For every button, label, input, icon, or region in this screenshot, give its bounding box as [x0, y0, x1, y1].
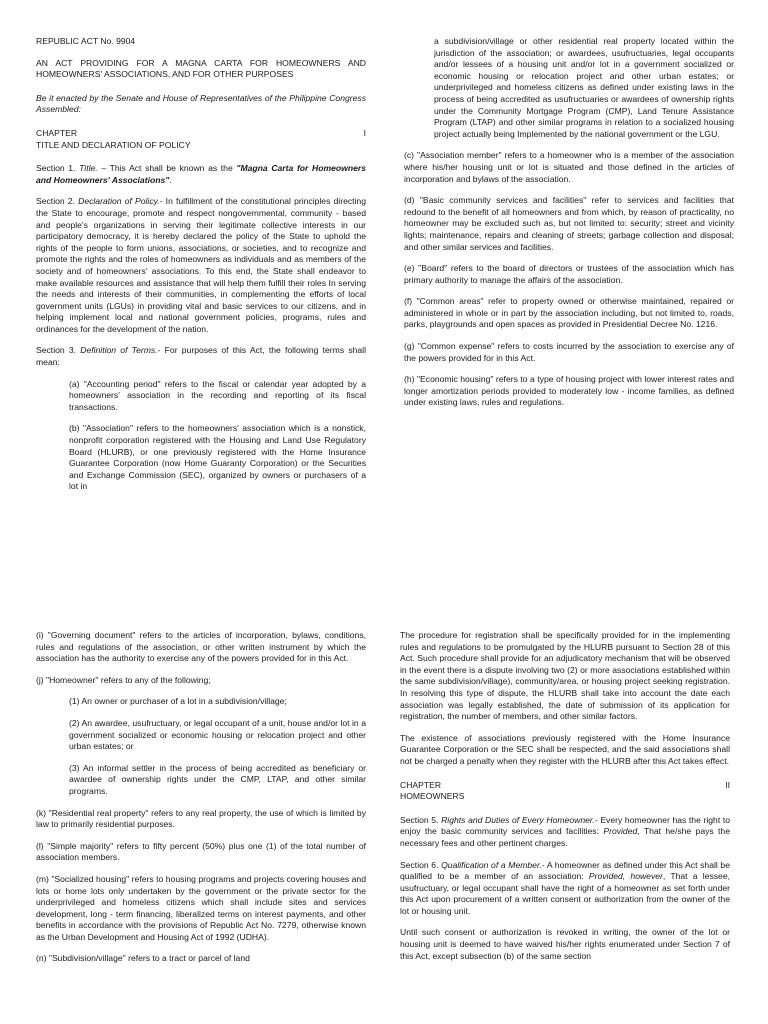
chapter-heading: [36, 128, 366, 140]
definition-j-3: (3) An informal settler in the process of being accredited as beneficiary or awardee of ownership rights under the CMP, LTAP, and other similar programs.: [69, 762, 366, 796]
page1-right-column: [404, 36, 734, 419]
definition-b-continued: a subdivision/village or other residential real property located within the jurisdiction of the association; or awardees, usufructuaries, legal occupants and/or lessees of a housing unit and/or lot in a government socialized or economic housing or relocation project and other urban estates; or underprivileged and homeless citizens as defined under existing laws in the process of being accredited as usufructuaries or awardees of ownership rights under the Community Mortgage Program (CMP), Land Tenure Assistance Program (LTAP) and other similar programs in relation to a socialized housing project actually being Implemented by the national government or the LGU.: [434, 36, 734, 139]
chapter-label: CHAPTER: [36, 127, 78, 138]
act-title: AN ACT PROVIDING FOR A MAGNA CARTA FOR HOMEOWNERS AND HOMEOWNERS' ASSOCIATIONS, AND FOR OTHER PURPOSES: [36, 57, 366, 80]
section-3: [36, 345, 366, 368]
page2-right-column: [400, 630, 730, 962]
definition-b: (b) "Association" refers to the homeowners' association which is a nonstick, nonprofit corporation registered with the Housing and Land Use Regulatory Board (HLURB), or one previously registered with the Home Insurance Guarantee Corporation (now Home Guaranty Corporation) or the Securities and Exchange Commission (SEC), organized by owners or purchasers of a lot in: [69, 423, 366, 492]
section-5: [400, 815, 730, 850]
definition-k: (k) "Residential real property" refers to any real property, the use of which is limited by law to primarily residential purposes.: [36, 807, 366, 830]
chapter-2-label: CHAPTER: [400, 779, 442, 790]
section-3-text: - For purposes of this Act, the following terms shall mean:: [36, 345, 366, 368]
definition-f: (f) "Common areas" refer to property owned or otherwise maintained, repaired or administered in whole or in part by the association including, but not limited to, roads, parks, playgrounds and open spaces as provided in Presidential Decree No. 1216.: [404, 296, 734, 330]
section-3-number: Section 3.: [36, 345, 81, 356]
chapter-2-number: II: [725, 779, 730, 790]
section-2: [36, 196, 366, 335]
section-3-heading: Definition of Terms.: [80, 345, 158, 356]
definition-c: (c) "Association member" refers to a homeowner who is a member of the association where his/her housing unit or lot is situated and those defined in the articles of incorporation and bylaws of the association.: [404, 150, 734, 184]
document-page-2: [0, 590, 768, 1024]
page2-left-column: [36, 630, 366, 965]
section-5-proviso: Provided: [603, 826, 638, 837]
section-1-heading: Title.: [79, 163, 98, 174]
section-1-end: .: [169, 174, 172, 185]
republic-act-number: REPUBLIC ACT No. 9904: [36, 36, 136, 46]
definition-l: (l) "Simple majority" refers to fifty percent (50%) plus one (1) of the total number of association members.: [36, 840, 366, 863]
section-5-text-end: , That he/she pays the necessary fees and other pertinent charges.: [400, 826, 730, 848]
section-5-number: Section 5.: [400, 814, 442, 825]
section-6-text-end: , That a lessee, usufructuary, or legal occupant shall have the right of a homeowner as set forth under this Act upon procurement of a written consent or authorization from the owner of the lot or housing unit.: [400, 871, 730, 916]
chapter-title: TITLE AND DECLARATION OF POLICY: [36, 139, 191, 150]
chapter-2-heading: [400, 780, 730, 792]
section-1-number: Section 1.: [36, 163, 80, 174]
section-6-waiver: Until such consent or authorization is revoked in writing, the owner of the lot or housing unit is deemed to have waived his/her rights enumerated under Section 7 of this Act, except subsection (b) of the same section: [400, 927, 730, 961]
enacting-clause: Be it enacted by the Senate and House of Representatives of the Philippine Congress Assembled:: [36, 92, 366, 115]
section-6-proviso: Provided, however: [588, 871, 663, 882]
definition-j-1: (1) An owner or purchaser of a lot in a subdivision/village;: [69, 696, 287, 707]
section-1: [36, 163, 366, 186]
definition-h: (h) "Economic housing" refers to a type of housing project with lower interest rates and longer amortization periods provided to moderately low - income families, as defined under existing laws, rules and regulations.: [404, 374, 734, 408]
section-1-text: – This Act shall be known as the: [97, 163, 237, 174]
definition-a: (a) "Accounting period" refers to the fiscal or calendar year adopted by a homeowners' association in the recording and reporting of its fiscal transactions.: [69, 378, 366, 412]
section-2-text: - In fulfillment of the constitutional principles directing the State to encourage, promote and respect nongovernmental, community - based and people's organizations in serving their legitimate collective interests in our participatory democracy, it is hereby declared the policy of the State to uphold the rights of the people to form unions, associations, or societies, and to recognize and promote the rights and the roles of homeowners as individuals and as members of the society and of homeowners' associations. To this end, the State shall endeavor to make available resources and assistance that will help them fulfill their roles In serving the needs and interests of their communities, in complementing the efforts of local government units (LGUs) in providing vital and basic services to our citizens, and in helping implement local and national government policies, programs, rules and ordinances for the development of the nation.: [36, 196, 366, 334]
page1-left-column: [36, 36, 366, 493]
definition-m: (m) "Socialized housing" refers to housing programs and projects covering houses and lots or home lots only undertaken by the government or the private sector for the underprivileged and homeless citizens which shall include sites and services development, long - term financing, liberalized terms on interest payments, and other benefits in accordance with the provisions of Republic Act No. 7279, otherwise known as the Urban Development and Housing Act of 1992 (UDHA).: [36, 873, 366, 942]
section-5-text: - Every homeowner has the right to enjoy the basic community services and facilities:: [400, 814, 731, 837]
section-2-number: Section 2.: [36, 196, 79, 207]
chapter-2-title: HOMEOWNERS: [400, 791, 465, 802]
section-5-heading: Rights and Duties of Every Homeowner.: [441, 814, 595, 825]
section-6-heading: Qualification of a Member.: [441, 859, 542, 870]
definition-e: (e) "Board" refers to the board of directors or trustees of the association which has primary authority to manage the affairs of the association.: [404, 263, 734, 285]
chapter-number: I: [363, 127, 366, 138]
existing-associations: The existence of associations previously registered with the Home Insurance Guarantee Corporation or the SEC shall be respected, and the said associations shall not be charged a penalty when they register with the HLURB after this Act takes effect.: [400, 732, 730, 766]
definition-g: (g) "Common expense" refers to costs incurred by the association to exercise any of the powers provided for in this Act.: [404, 341, 734, 363]
definition-i: (i) "Governing document" refers to the articles of incorporation, bylaws, conditions, rules and regulations of the association, or other written instrument by which the association has the authority to exercise any of the powers provided for in this Act.: [36, 630, 366, 664]
definition-n: (n) "Subdivision/village" refers to a tract or parcel of land: [36, 953, 250, 964]
definition-j-2: (2) An awardee, usufructuary, or legal occupant of a unit, house and/or lot in a government socialized or economic housing or relocation project and other urban estates; or: [69, 717, 366, 752]
section-6-text: - A homeowner as defined under this Act shall be qualified to be a member of an association:: [400, 859, 730, 882]
section-2-heading: Declaration of Policy.: [78, 196, 160, 207]
section-6: [400, 860, 730, 918]
definition-d: (d) "Basic community services and facilities" refer to services and facilities that redound to the benefit of all homeowners and from which, by reason of practicality, no homeowner may be excluded such as, but not limited to: security; street and vicinity lights; maintenance, repairs and cleaning of streets; garbage collection and disposal; and other similar services and facilities.: [404, 195, 734, 252]
section-6-number: Section 6.: [400, 859, 442, 870]
registration-procedure: The procedure for registration shall be specifically provided for in the implementing rules and regulations to be promulgated by the HLURB pursuant to Section 28 of this Act. Such procedure shall provide for an adjudicatory mechanism that will be observed in the event there is a dispute involving two (2) or more associations established within the same subdivision/village), community/area, or housing project seeking registration. In resolving this type of dispute, the HLURB shall take into account the date each association was legally established, the date of submission of its application for registration, the number of members, and other similar factors.: [400, 630, 730, 722]
definition-j: (j) "Homeowner" refers to any of the following;: [36, 674, 211, 685]
section-1-short-title: "Magna Carta for Homeowners and Homeowners' Associations": [36, 163, 367, 185]
